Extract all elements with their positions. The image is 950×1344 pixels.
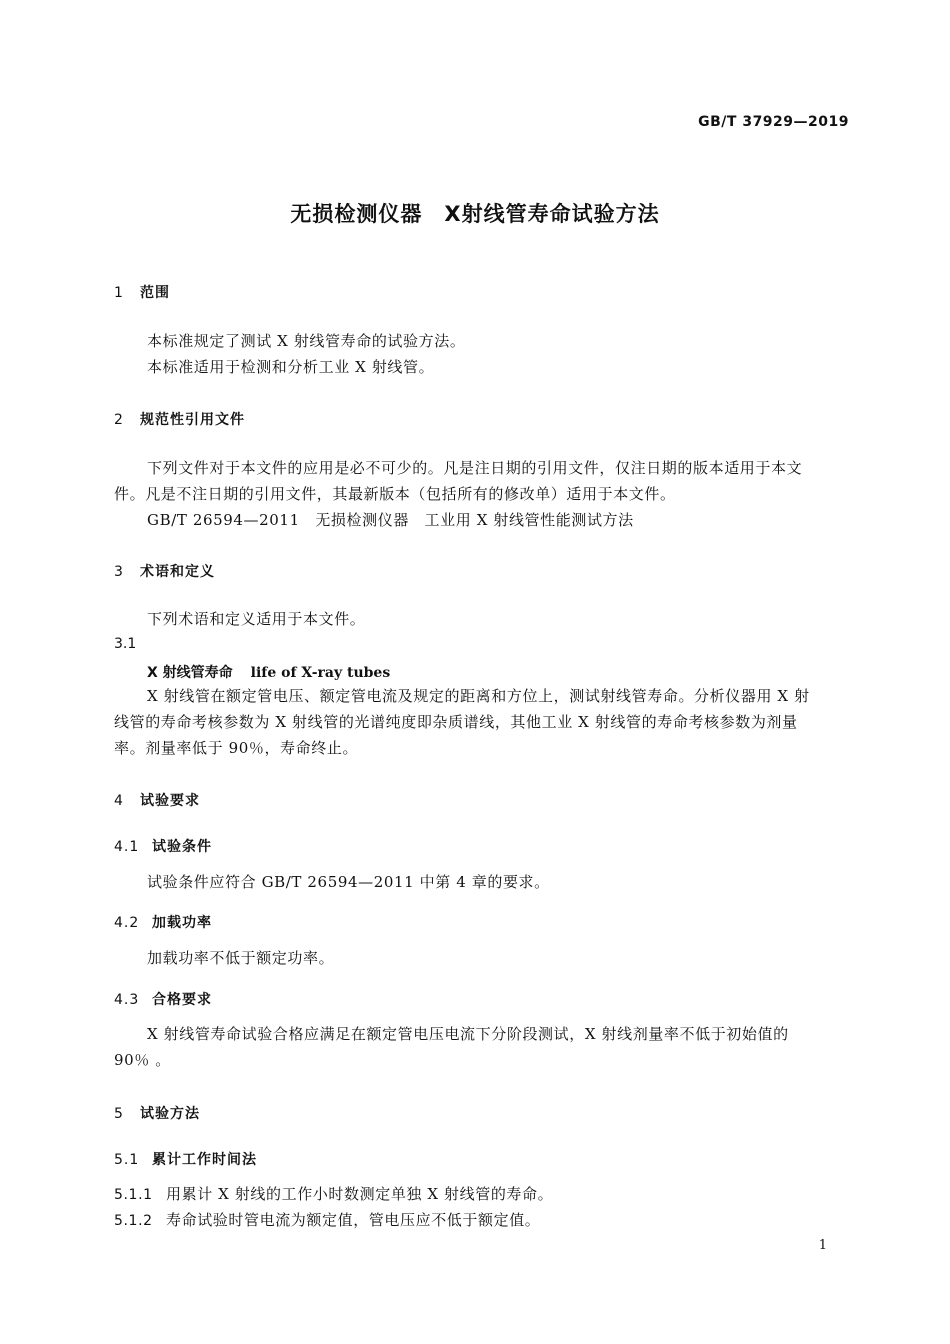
subsection-4-1-body xyxy=(147,869,550,895)
section-1-heading xyxy=(114,282,170,302)
subsection-4-1-heading xyxy=(114,836,212,856)
subsection-title: 合格要求 xyxy=(152,992,212,1008)
term-english: life of X-ray tubes xyxy=(250,665,391,681)
subsection-title: 累计工作时间法 xyxy=(152,1152,257,1168)
subsection-4-2-body xyxy=(147,945,334,971)
clause-text: 寿命试验时管电流为额定值，管电压应不低于额定值。 xyxy=(166,1211,541,1229)
subsection-title: 加载功率 xyxy=(152,915,212,931)
definition-line: X 射线管在额定管电压、额定管电流及规定的距离和方位上，测试射线管寿命。分析仪器用 X 射 xyxy=(147,687,810,705)
section-number: 5 xyxy=(114,1106,124,1122)
section-number: 4 xyxy=(114,793,124,809)
subsection-number: 5.1 xyxy=(114,1152,140,1168)
section-number: 2 xyxy=(114,412,124,428)
clause-line xyxy=(114,1207,540,1233)
section-3-intro xyxy=(147,606,365,632)
definition-line: 率。剂量率低于 90％，寿命终止。 xyxy=(114,739,359,757)
clause-number: 5.1.1 xyxy=(114,1187,153,1203)
clause-text: 用累计 X 射线的工作小时数测定单独 X 射线管的寿命。 xyxy=(166,1185,554,1203)
paragraph-line: X 射线管寿命试验合格应满足在额定管电压电流下分阶段测试，X 射线剂量率不低于初始值的 xyxy=(147,1025,789,1043)
section-1-body xyxy=(147,328,465,380)
section-4-heading xyxy=(114,790,200,810)
term-entry xyxy=(147,662,390,682)
subsection-number: 4.3 xyxy=(114,992,140,1008)
clause-number: 5.1.2 xyxy=(114,1213,153,1229)
clause-line xyxy=(114,1181,553,1207)
section-title: 范围 xyxy=(140,285,170,301)
section-2-heading xyxy=(114,409,245,429)
term-number: 3.1 xyxy=(114,636,137,652)
clause-5-1-2 xyxy=(114,1207,540,1233)
subsection-4-2-heading xyxy=(114,912,212,932)
standard-code: GB/T 37929—2019 xyxy=(698,114,849,130)
subsection-number: 4.1 xyxy=(114,839,140,855)
section-title: 试验要求 xyxy=(140,793,200,809)
section-number: 3 xyxy=(114,564,124,580)
document-title: 无损检测仪器 X射线管寿命试验方法 xyxy=(290,202,660,226)
paragraph-line: 90％ 。 xyxy=(114,1051,171,1069)
subsection-title: 试验条件 xyxy=(152,839,212,855)
paragraph: 下列术语和定义适用于本文件。 xyxy=(147,610,366,628)
paragraph: 本标准规定了测试 X 射线管寿命的试验方法。 xyxy=(147,332,466,350)
term-definition xyxy=(114,683,850,761)
clause-5-1-1 xyxy=(114,1181,553,1207)
subsection-4-3-body xyxy=(114,1021,850,1073)
section-title: 试验方法 xyxy=(140,1106,200,1122)
section-number: 1 xyxy=(114,285,124,301)
section-title: 术语和定义 xyxy=(140,564,215,580)
definition-line: 线管的寿命考核参数为 X 射线管的光谱纯度即杂质谱线，其他工业 X 射线管的寿命考核参数为剂量 xyxy=(114,713,798,731)
section-3-heading xyxy=(114,561,215,581)
paragraph: 本标准适用于检测和分析工业 X 射线管。 xyxy=(147,358,435,376)
normative-reference: GB/T 26594—2011 无损检测仪器 工业用 X 射线管性能测试方法 xyxy=(147,511,634,529)
paragraph-line: 下列文件对于本文件的应用是必不可少的。凡是注日期的引用文件，仅注日期的版本适用于本文 xyxy=(147,459,803,477)
page-number: 1 xyxy=(818,1238,827,1253)
paragraph: 试验条件应符合 GB/T 26594—2011 中第 4 章的要求。 xyxy=(147,873,550,891)
subsection-5-1-heading xyxy=(114,1149,257,1169)
subsection-number: 4.2 xyxy=(114,915,140,931)
section-2-body xyxy=(114,455,850,533)
subsection-4-3-heading xyxy=(114,989,212,1009)
term-chinese: X 射线管寿命 xyxy=(147,665,233,681)
paragraph-line: 件。凡是不注日期的引用文件，其最新版本（包括所有的修改单）适用于本文件。 xyxy=(114,485,676,503)
section-5-heading xyxy=(114,1103,200,1123)
paragraph: 加载功率不低于额定功率。 xyxy=(147,949,335,967)
section-title: 规范性引用文件 xyxy=(140,412,245,428)
